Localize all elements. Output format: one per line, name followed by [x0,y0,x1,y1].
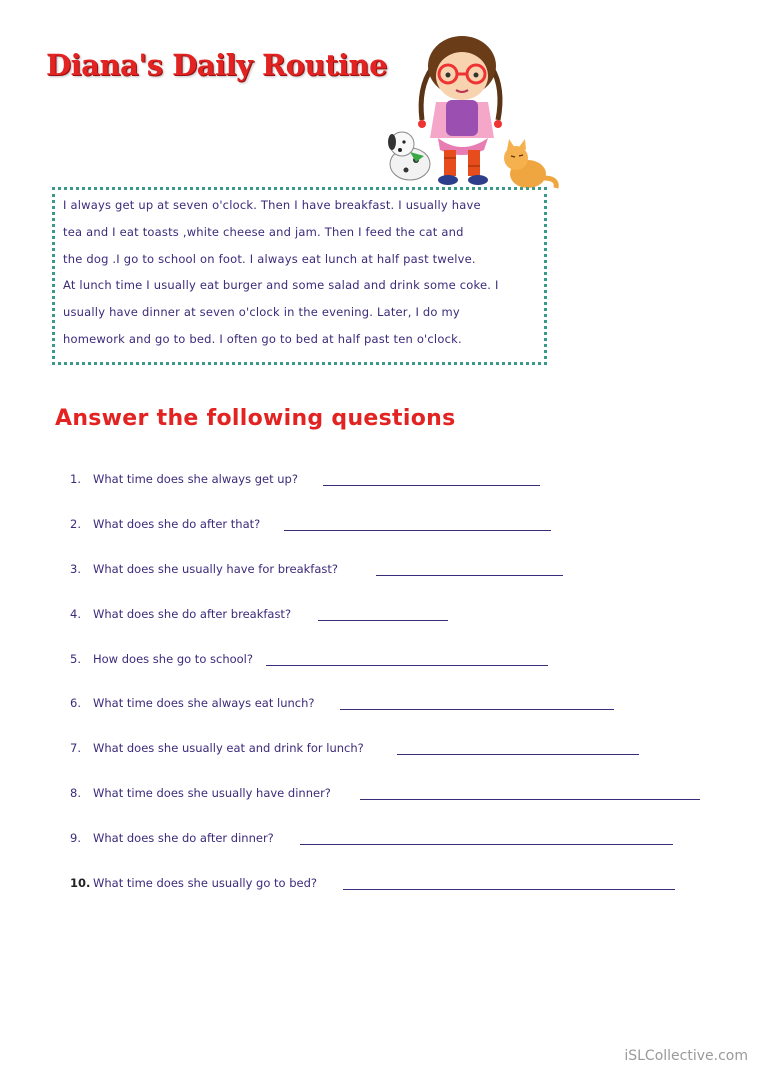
question-text: What does she do after that? [93,517,261,531]
question-number: 2. [70,517,81,531]
question-text: What does she do after dinner? [93,831,274,845]
answer-line[interactable] [318,620,448,621]
question-item [70,696,730,716]
answer-line[interactable] [343,889,675,890]
cat-image [504,139,556,188]
question-text: What time does she usually go to bed? [93,876,318,890]
worksheet-title: Diana's Daily Routine [46,48,388,82]
answer-line[interactable] [323,485,540,486]
question-number: 6. [70,696,81,710]
question-text: What does she usually eat and drink for lunch? [93,741,364,755]
girl-dog-cat-illustration [380,28,565,193]
reading-line: the dog .I go to school on foot. I always eat lunch at half past twelve. [63,252,476,266]
reading-line: homework and go to bed. I often go to bed at half past ten o'clock. [63,332,462,346]
question-text: What time does she always get up? [93,472,298,486]
question-text: How does she go to school? [93,652,253,666]
reading-line: usually have dinner at seven o'clock in the evening. Later, I do my [63,305,460,319]
answer-line[interactable] [284,530,551,531]
question-item [70,607,730,627]
question-item [70,517,730,537]
question-text: What time does she usually have dinner? [93,786,331,800]
question-text: What does she do after breakfast? [93,607,292,621]
question-text: What time does she always eat lunch? [93,696,315,710]
reading-line: tea and I eat toasts ,white cheese and jam. Then I feed the cat and [63,225,464,239]
answer-line[interactable] [397,754,639,755]
question-number: 10. [70,876,91,890]
question-item [70,652,730,672]
question-number: 8. [70,786,81,800]
question-number: 4. [70,607,81,621]
reading-line: I always get up at seven o'clock. Then I have breakfast. I usually have [63,198,481,212]
watermark-text: iSLCollective.com [624,1048,748,1064]
question-item [70,741,730,761]
answer-line[interactable] [266,665,548,666]
question-item [70,831,730,851]
question-number: 7. [70,741,81,755]
answer-line[interactable] [376,575,563,576]
question-number: 1. [70,472,81,486]
question-item [70,786,730,806]
answer-line[interactable] [300,844,673,845]
dog-image [388,132,430,180]
question-number: 3. [70,562,81,576]
question-item [70,472,730,492]
answer-line[interactable] [360,799,700,800]
girl-image [418,36,502,185]
answer-line[interactable] [340,709,614,710]
question-number: 5. [70,652,81,666]
question-item [70,876,730,896]
questions-heading: Answer the following questions [55,406,456,431]
question-item [70,562,730,582]
question-number: 9. [70,831,81,845]
reading-line: At lunch time I usually eat burger and some salad and drink some coke. I [63,278,499,292]
question-text: What does she usually have for breakfast? [93,562,339,576]
